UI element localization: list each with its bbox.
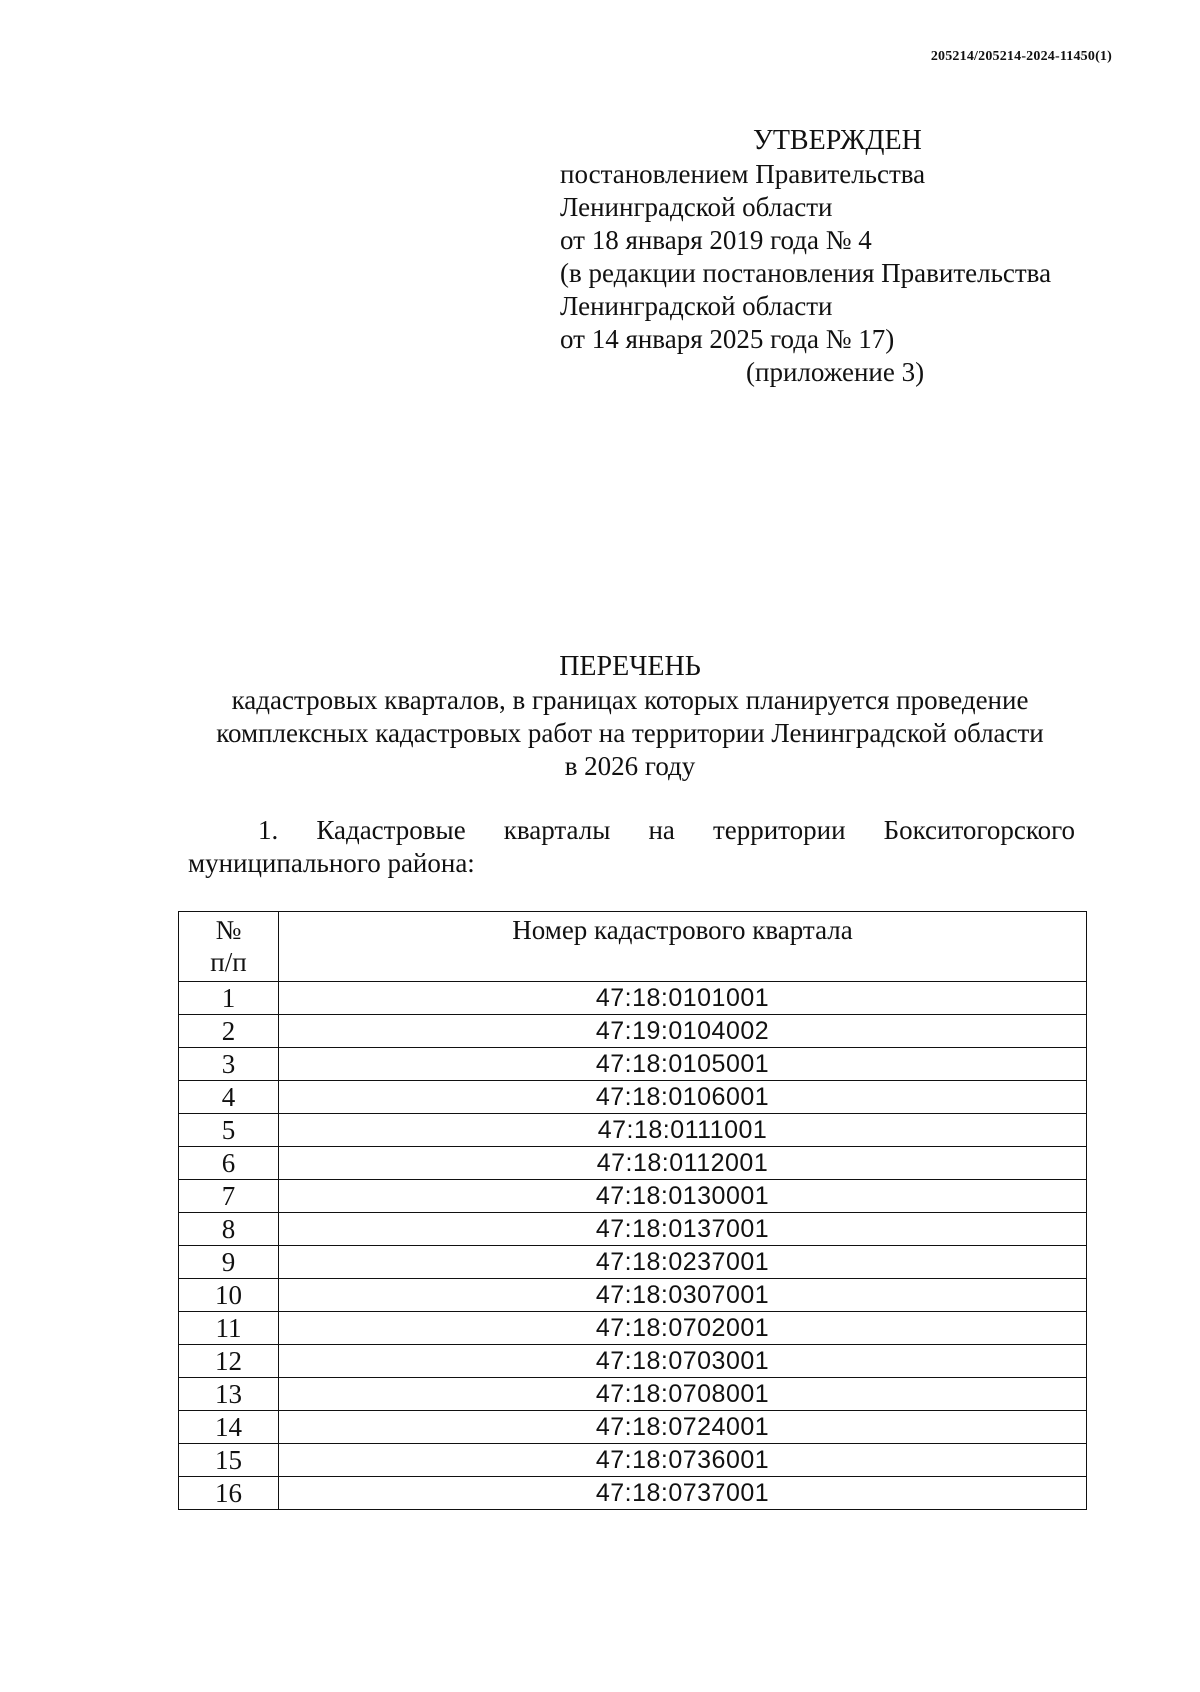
- table-row: [179, 1312, 1087, 1345]
- table-row: [179, 1411, 1087, 1444]
- row-number: 14: [179, 1411, 279, 1444]
- table-body: [179, 982, 1087, 1510]
- table-row: [179, 1048, 1087, 1081]
- document-id: 205214/205214-2024-11450(1): [930, 49, 1112, 64]
- approval-line: от 18 января 2019 года № 4: [560, 225, 872, 255]
- table-row: [179, 1246, 1087, 1279]
- row-cadastral-number: 47:18:0724001: [279, 1411, 1087, 1444]
- list-title-line: в 2026 году: [564, 751, 696, 781]
- header-number-cell: [179, 912, 279, 982]
- section-word: на: [648, 815, 675, 845]
- table-row: [179, 1015, 1087, 1048]
- row-number: 3: [179, 1048, 279, 1081]
- list-title-line: кадастровых кварталов, в границах которых планируется проведение: [231, 685, 1029, 715]
- approval-appendix: (приложение 3): [746, 357, 925, 387]
- row-number: 15: [179, 1444, 279, 1477]
- table-header-row: [179, 912, 1087, 982]
- header-code-cell: Номер кадастрового квартала: [279, 912, 1087, 982]
- approval-line: Ленинградской области: [560, 291, 833, 321]
- approval-line: постановлением Правительства: [560, 159, 926, 189]
- table-row: [179, 1279, 1087, 1312]
- header-number-label: п/п: [210, 947, 247, 977]
- row-number: 1: [179, 982, 279, 1015]
- table-row: [179, 1345, 1087, 1378]
- approval-line: от 14 января 2025 года № 17): [560, 324, 895, 354]
- table-row: [179, 1444, 1087, 1477]
- list-title-heading: ПЕРЕЧЕНЬ: [559, 651, 701, 682]
- row-number: 16: [179, 1477, 279, 1510]
- row-number: 4: [179, 1081, 279, 1114]
- header-number-symbol: №: [215, 915, 242, 945]
- section-word: территории: [712, 815, 846, 845]
- row-cadastral-number: 47:18:0703001: [279, 1345, 1087, 1378]
- approval-block: [560, 124, 1120, 389]
- row-cadastral-number: 47:19:0104002: [279, 1015, 1087, 1048]
- row-number: 10: [179, 1279, 279, 1312]
- row-number: 5: [179, 1114, 279, 1147]
- section-second-line: муниципального района:: [188, 848, 475, 878]
- row-number: 6: [179, 1147, 279, 1180]
- table-row: [179, 1147, 1087, 1180]
- row-number: 9: [179, 1246, 279, 1279]
- row-cadastral-number: 47:18:0736001: [279, 1444, 1087, 1477]
- row-cadastral-number: 47:18:0106001: [279, 1081, 1087, 1114]
- row-cadastral-number: 47:18:0111001: [279, 1114, 1087, 1147]
- row-cadastral-number: 47:18:0307001: [279, 1279, 1087, 1312]
- table-row: [179, 1477, 1087, 1510]
- table-row: [179, 1213, 1087, 1246]
- list-title-block: [150, 650, 1110, 783]
- section-paragraph: [188, 814, 1075, 880]
- table-row: [179, 1081, 1087, 1114]
- approval-line: Ленинградской области: [560, 192, 833, 222]
- section-word: 1.: [258, 815, 279, 845]
- section-word: Бокситогорского: [883, 815, 1075, 845]
- row-cadastral-number: 47:18:0101001: [279, 982, 1087, 1015]
- approval-line: (в редакции постановления Правительства: [560, 258, 1052, 288]
- row-cadastral-number: 47:18:0708001: [279, 1378, 1087, 1411]
- row-number: 2: [179, 1015, 279, 1048]
- row-cadastral-number: 47:18:0137001: [279, 1213, 1087, 1246]
- row-cadastral-number: 47:18:0237001: [279, 1246, 1087, 1279]
- row-number: 12: [179, 1345, 279, 1378]
- row-number: 13: [179, 1378, 279, 1411]
- row-cadastral-number: 47:18:0130001: [279, 1180, 1087, 1213]
- row-cadastral-number: 47:18:0105001: [279, 1048, 1087, 1081]
- table-row: [179, 1114, 1087, 1147]
- section-word: Кадастровые: [316, 815, 466, 845]
- section-first-line: [188, 814, 1075, 847]
- list-title-line: комплексных кадастровых работ на территории Ленинградской области: [216, 718, 1044, 748]
- cadastral-quarters-table: [178, 911, 1087, 1510]
- row-number: 7: [179, 1180, 279, 1213]
- row-number: 8: [179, 1213, 279, 1246]
- table-row: [179, 1180, 1087, 1213]
- approval-heading: УТВЕРЖДЕН: [753, 125, 922, 156]
- row-number: 11: [179, 1312, 279, 1345]
- row-cadastral-number: 47:18:0702001: [279, 1312, 1087, 1345]
- row-cadastral-number: 47:18:0737001: [279, 1477, 1087, 1510]
- row-cadastral-number: 47:18:0112001: [279, 1147, 1087, 1180]
- table-row: [179, 1378, 1087, 1411]
- table-row: [179, 982, 1087, 1015]
- section-word: кварталы: [503, 815, 611, 845]
